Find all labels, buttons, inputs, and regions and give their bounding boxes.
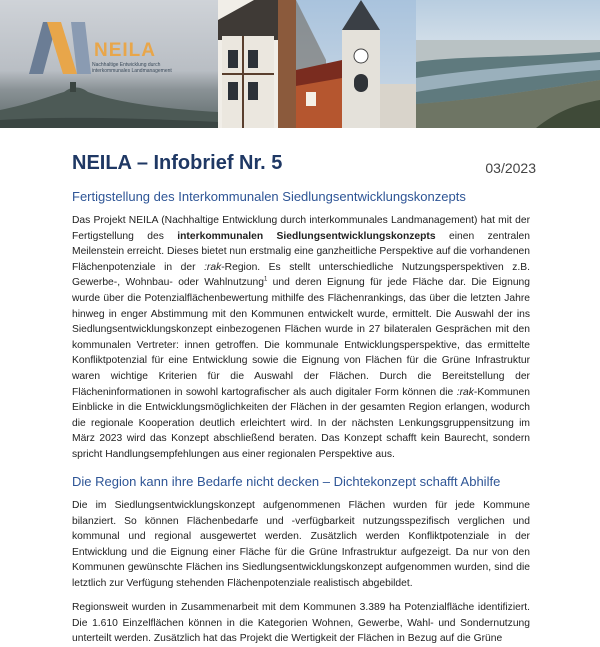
houses-image [218, 0, 296, 128]
document-date: 03/2023 [485, 160, 536, 176]
banner-photo-houses [218, 0, 296, 128]
neila-logo-icon [25, 20, 95, 76]
paragraph-text: und deren Eignung für jede Fläche dar. Die Eignung wurde über die Potenzialflächenbewertung mithilfe des Flächenrankings, das über die letzten Jahre hinweg in enger Abstimmung mit den Kommunen entwickelt wurde, ermittelt. Die Auswahl der ins Siedlungsentwicklungskonzept einbezogenen Flächen wurde in 27 bilateralen Gesprächen mit den kommunalen Vertreter: innen getroffen. Die kommunale Entwicklungsperspektive, das ermittelte Konfliktpotenzial für eine Entwicklung sowie die Eignung von Flächen für die Grüne Infrastruktur waren wichtige Kriterien für die Auswahl der Flächen. Durch die Bereitstellung der Flächeninformationen in sowohl kartografischer als auch digitaler Form können die [72, 277, 530, 398]
header-banner [0, 0, 600, 128]
banner-photo-river [416, 0, 600, 128]
logo-subtitle: Nachhaltige Entwicklung durch interkommunales Landmanagement [92, 62, 172, 74]
paragraph-bold-term: interkommunalen Siedlungsentwicklungskonzepts [177, 230, 436, 242]
footnote-marker: 1 [263, 276, 268, 283]
banner-photo-church [296, 0, 416, 128]
rak-region-term: :rak [456, 386, 474, 398]
paragraph-text: Das Projekt NEILA (Nachhaltige Entwicklung durch interkommunales Landmanagement) hat mit der Fertigstellung des [72, 215, 530, 242]
river-landscape-image [416, 0, 600, 128]
logo-wordmark: NEILA [94, 40, 156, 61]
rak-region-term: :rak [204, 261, 222, 273]
paragraph-bilanzierung: Die im Siedlungsentwicklungskonzept aufgenommenen Flächen wurden für jede Kommune bilanziert. So können Flächenbedarfe und -verfügbarkeit nutzungsspezifisch verglichen und kommunal und regional ausgewertet werden. Zusätzlich werden Konfliktpotenziale in der Entwicklung und die Eignung einer Fläche für die Grüne Infrastruktur aufgezeigt. Da nur von den Kommunen gewünschte Flächen ins Siedlungsentwicklungskonzept aufgenommen wurden, sind die letztlich zur Verfügung stehenden Flächenpotenziale realistisch abgebildet. [72, 500, 530, 589]
section-heading-siedlungskonzept: Fertigstellung des Interkommunalen Siedlungsentwicklungskonzepts [72, 189, 466, 204]
document-title: NEILA – Infobrief Nr. 5 [72, 152, 283, 174]
paragraph-text: -Region. Es stellt unterschiedliche Nutzungsperspektiven z.B. Gewerbe-, Wohnbau- oder Wahlnutzung [72, 261, 530, 289]
church-tower-image [296, 0, 416, 128]
paragraph-siedlungskonzept [72, 213, 530, 463]
paragraph-text: einen zentralen Meilenstein erreicht. Dieses bietet nun erstmalig eine ganzheitliche Perspektive auf die vorhandenen Flächenpotenziale in der [72, 230, 530, 273]
section-heading-dichtekonzept: Die Region kann ihre Bedarfe nicht decken – Dichtekonzept schafft Abhilfe [72, 474, 501, 489]
paragraph-text: -Kommunen Einblicke in die Entwicklungsmöglichkeiten der Flächen in der gesamten Region erlangen, wodurch die regionale Kooperation deutlich erleichtert wird. In der nächsten Lenkungsgruppensitzung im März 2023 wird das Konzept abschließend beraten. Das Konzept schafft kein Baurecht, sondern spricht Handlungsempfehlungen aus einer regionalen Perspektive aus. [72, 386, 530, 460]
paragraph-potenzialflaechen: Regionsweit wurden in Zusammenarbeit mit dem Kommunen 3.389 ha Potenzialfläche identifiziert. Die 1.610 Einzelflächen können in die Kategorien Wohnen, Gewerbe, Wahl- und Sondernutzung unterteilt werden. Zusätzlich hat das Projekt die Wertigkeit der Flächen in Bezug auf die Grüne [72, 602, 530, 645]
